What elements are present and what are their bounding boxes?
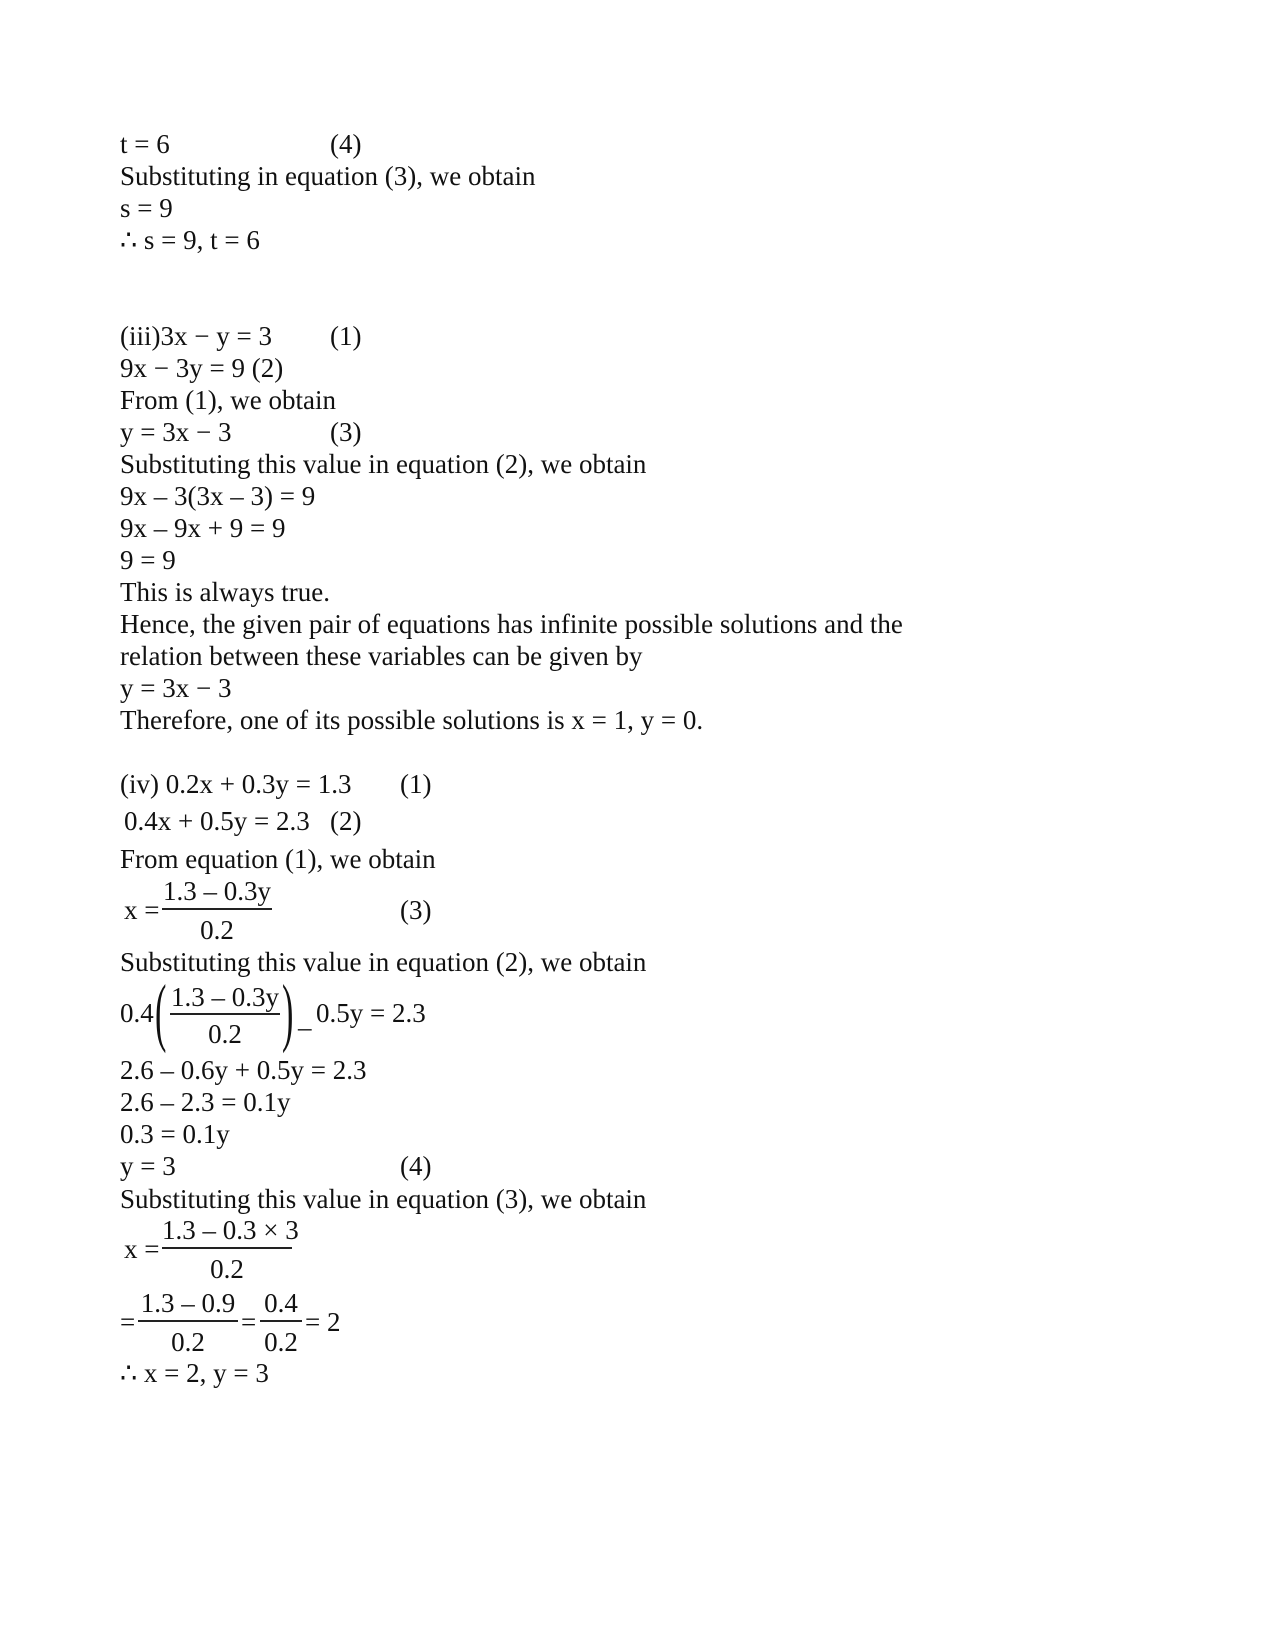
text-line: From (1), we obtain — [120, 385, 336, 415]
equation-tag: (1) — [330, 321, 362, 351]
fraction-bar — [162, 908, 272, 910]
equation-relation: y = 3x − 3 — [120, 673, 232, 703]
fraction-denominator: 0.2 — [200, 915, 234, 945]
text-line: Substituting in equation (3), we obtain — [120, 161, 536, 191]
open-paren: ( — [155, 970, 167, 1054]
fraction-bar — [162, 1247, 292, 1249]
equation-1: (iv) 0.2x + 0.3y = 1.3 — [120, 769, 352, 799]
equation-t: t = 6 — [120, 129, 170, 159]
working-step: 9x – 9x + 9 = 9 — [120, 513, 286, 543]
operator-dash: _ — [298, 1003, 312, 1033]
equation-2: 9x − 3y = 9 (2) — [120, 353, 284, 383]
equation-s: s = 9 — [120, 193, 173, 223]
fraction-denominator: 0.2 — [171, 1327, 205, 1357]
text-line: Substituting this value in equation (3), we obtain — [120, 1184, 647, 1214]
equation-3: y = 3x − 3 — [120, 417, 232, 447]
equation-rhs: = 2 — [305, 1307, 341, 1337]
equation-lhs: x = — [124, 1234, 160, 1264]
fraction-denominator: 0.2 — [264, 1327, 298, 1357]
equation-tag: (4) — [330, 129, 362, 159]
equation-tag: (3) — [400, 895, 432, 925]
equation-2: 0.4x + 0.5y = 2.3 — [124, 806, 310, 836]
equals-sign: = — [120, 1307, 136, 1337]
fraction-numerator: 1.3 – 0.3 × 3 — [162, 1215, 299, 1245]
working-step: 2.6 – 2.3 = 0.1y — [120, 1087, 291, 1117]
result-line: ∴ x = 2, y = 3 — [120, 1358, 269, 1388]
fraction-numerator: 0.4 — [264, 1288, 298, 1318]
text-line: From equation (1), we obtain — [120, 844, 436, 874]
text-line: relation between these variables can be given by — [120, 641, 643, 671]
working-step: 9x – 3(3x – 3) = 9 — [120, 481, 316, 511]
equation-tag: (1) — [400, 769, 432, 799]
equation-tag: (2) — [330, 806, 362, 836]
fraction-numerator: 1.3 – 0.9 — [140, 1288, 236, 1318]
conclusion-line: Therefore, one of its possible solutions is x = 1, y = 0. — [120, 705, 704, 735]
fraction-bar — [260, 1320, 302, 1322]
working-step: 0.3 = 0.1y — [120, 1119, 230, 1149]
text-line: Substituting this value in equation (2), we obtain — [120, 947, 647, 977]
text-line: This is always true. — [120, 577, 330, 607]
fraction-numerator: 1.3 – 0.3y — [171, 982, 279, 1012]
equation-4: y = 3 — [120, 1151, 176, 1181]
equation-tag: (4) — [400, 1151, 432, 1181]
equals-sign: = — [241, 1307, 257, 1337]
working-step: 9 = 9 — [120, 545, 176, 575]
close-paren: ) — [282, 970, 294, 1054]
equation-1: (iii)3x − y = 3 — [120, 321, 272, 351]
fraction-bar — [170, 1013, 280, 1015]
working-step: 2.6 – 0.6y + 0.5y = 2.3 — [120, 1055, 367, 1085]
equation-lhs: x = — [124, 895, 160, 925]
equation-tag: (3) — [330, 417, 362, 447]
text-line: Substituting this value in equation (2), we obtain — [120, 449, 647, 479]
result-line: ∴ s = 9, t = 6 — [120, 225, 260, 255]
fraction-bar — [138, 1320, 238, 1322]
equation-rhs: 0.5y = 2.3 — [316, 998, 426, 1028]
coefficient: 0.4 — [120, 998, 154, 1028]
fraction-denominator: 0.2 — [210, 1254, 244, 1284]
fraction-denominator: 0.2 — [208, 1019, 242, 1049]
fraction-numerator: 1.3 – 0.3y — [163, 876, 271, 906]
text-line: Hence, the given pair of equations has infinite possible solutions and the — [120, 609, 903, 639]
